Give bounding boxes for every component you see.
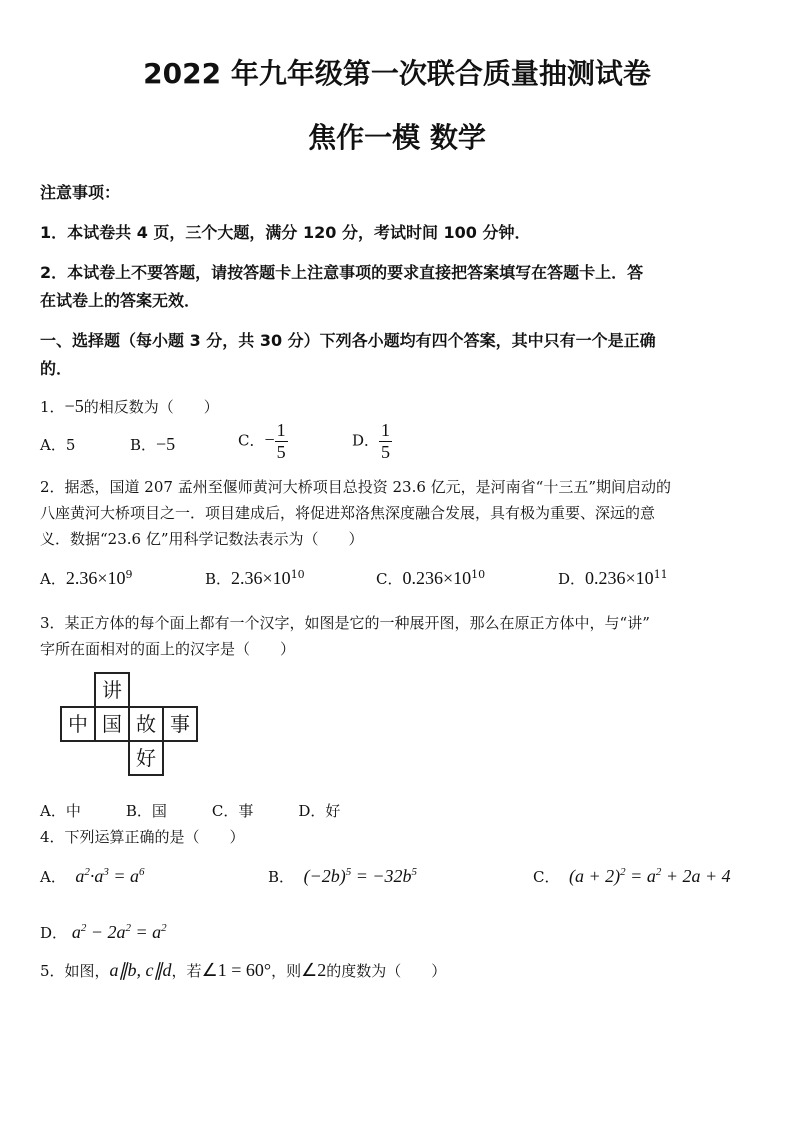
- net-cell-2: 国: [94, 706, 130, 742]
- question-1-option-c: C．− $\frac{1}{5}$: [238, 420, 286, 462]
- notice-heading: 注意事项：: [40, 183, 121, 202]
- question-4-option-b: B． $(-2b)^5 = -32b^5$: [268, 866, 418, 886]
- cube-net-figure: [40, 668, 210, 788]
- question-4-option-c: C． $(a + 2)^2 = a^2 + 2a + 4$: [533, 866, 731, 886]
- question-2-line-1: 2．据悉，国道 207 孟州至偃师黄河大桥项目总投资 23.6 亿元，是河南省“十三五”期间启动的: [40, 478, 671, 496]
- notice-item-1: 1．本试卷共 4 页，三个大题，满分 120 分，考试时间 100 分钟．: [40, 223, 531, 242]
- net-cell-bottom: 好: [128, 740, 164, 776]
- question-3-options: A．中 B．国 C．事 D．好: [40, 802, 341, 820]
- notice-item-2-cont: 在试卷上的答案无效．: [40, 291, 201, 310]
- question-2-line-2: 八座黄河大桥项目之一．项目建成后，将促进郑洛焦深度融合发展，具有极为重要、深远的意: [40, 504, 656, 522]
- exam-subtitle: 焦作一模 数学: [308, 121, 486, 154]
- net-cell-top: 讲: [94, 672, 130, 708]
- section-heading: 一、选择题（每小题 3 分，共 30 分）下列各小题均有四个答案，其中只有一个是正确: [40, 331, 656, 350]
- question-2-option-d: D．$0.236\times 10^{11}$: [558, 568, 668, 588]
- section-heading-cont: 的．: [40, 359, 73, 378]
- question-2-option-b: B．$2.36\times 10^{10}$: [205, 568, 305, 588]
- question-1-option-a: A．5: [40, 436, 76, 454]
- question-2-option-a: A．$2.36\times 10^9$: [40, 568, 133, 588]
- question-4-option-a: A． $a^2\cdot a^3 = a^6$: [40, 866, 145, 886]
- question-4-option-d: D． $a^2 - 2a^2 = a^2$: [40, 922, 167, 942]
- question-4-stem: 4．下列运算正确的是（ ）: [40, 828, 245, 846]
- question-1-option-d: D． $\frac{1}{5}$: [352, 420, 391, 462]
- exam-title: 2022 年九年级第一次联合质量抽测试卷: [143, 57, 651, 90]
- net-cell-1: 中: [60, 706, 96, 742]
- question-3-line-2: 字所在面相对的面上的汉字是（ ）: [40, 640, 296, 658]
- notice-item-2: 2．本试卷上不要答题，请按答题卡上注意事项的要求直接把答案填写在答题卡上．答: [40, 263, 644, 282]
- question-1-stem: 1．−5的相反数为（ ）: [40, 396, 219, 416]
- question-3-line-1: 3．某正方体的每个面上都有一个汉字，如图是它的一种展开图，那么在原正方体中，与“讲”: [40, 614, 650, 632]
- question-1-option-b: B．−5: [130, 434, 176, 454]
- net-cell-4: 事: [162, 706, 198, 742]
- net-cell-3: 故: [128, 706, 164, 742]
- question-5-stem: 5．如图，a∥b, c∥d，若∠1 = 60°，则∠2的度数为（ ）: [40, 960, 447, 980]
- question-2-line-3: 义．数据“23.6 亿”用科学记数法表示为（ ）: [40, 530, 364, 548]
- question-2-option-c: C．$0.236\times 10^{10}$: [376, 568, 486, 588]
